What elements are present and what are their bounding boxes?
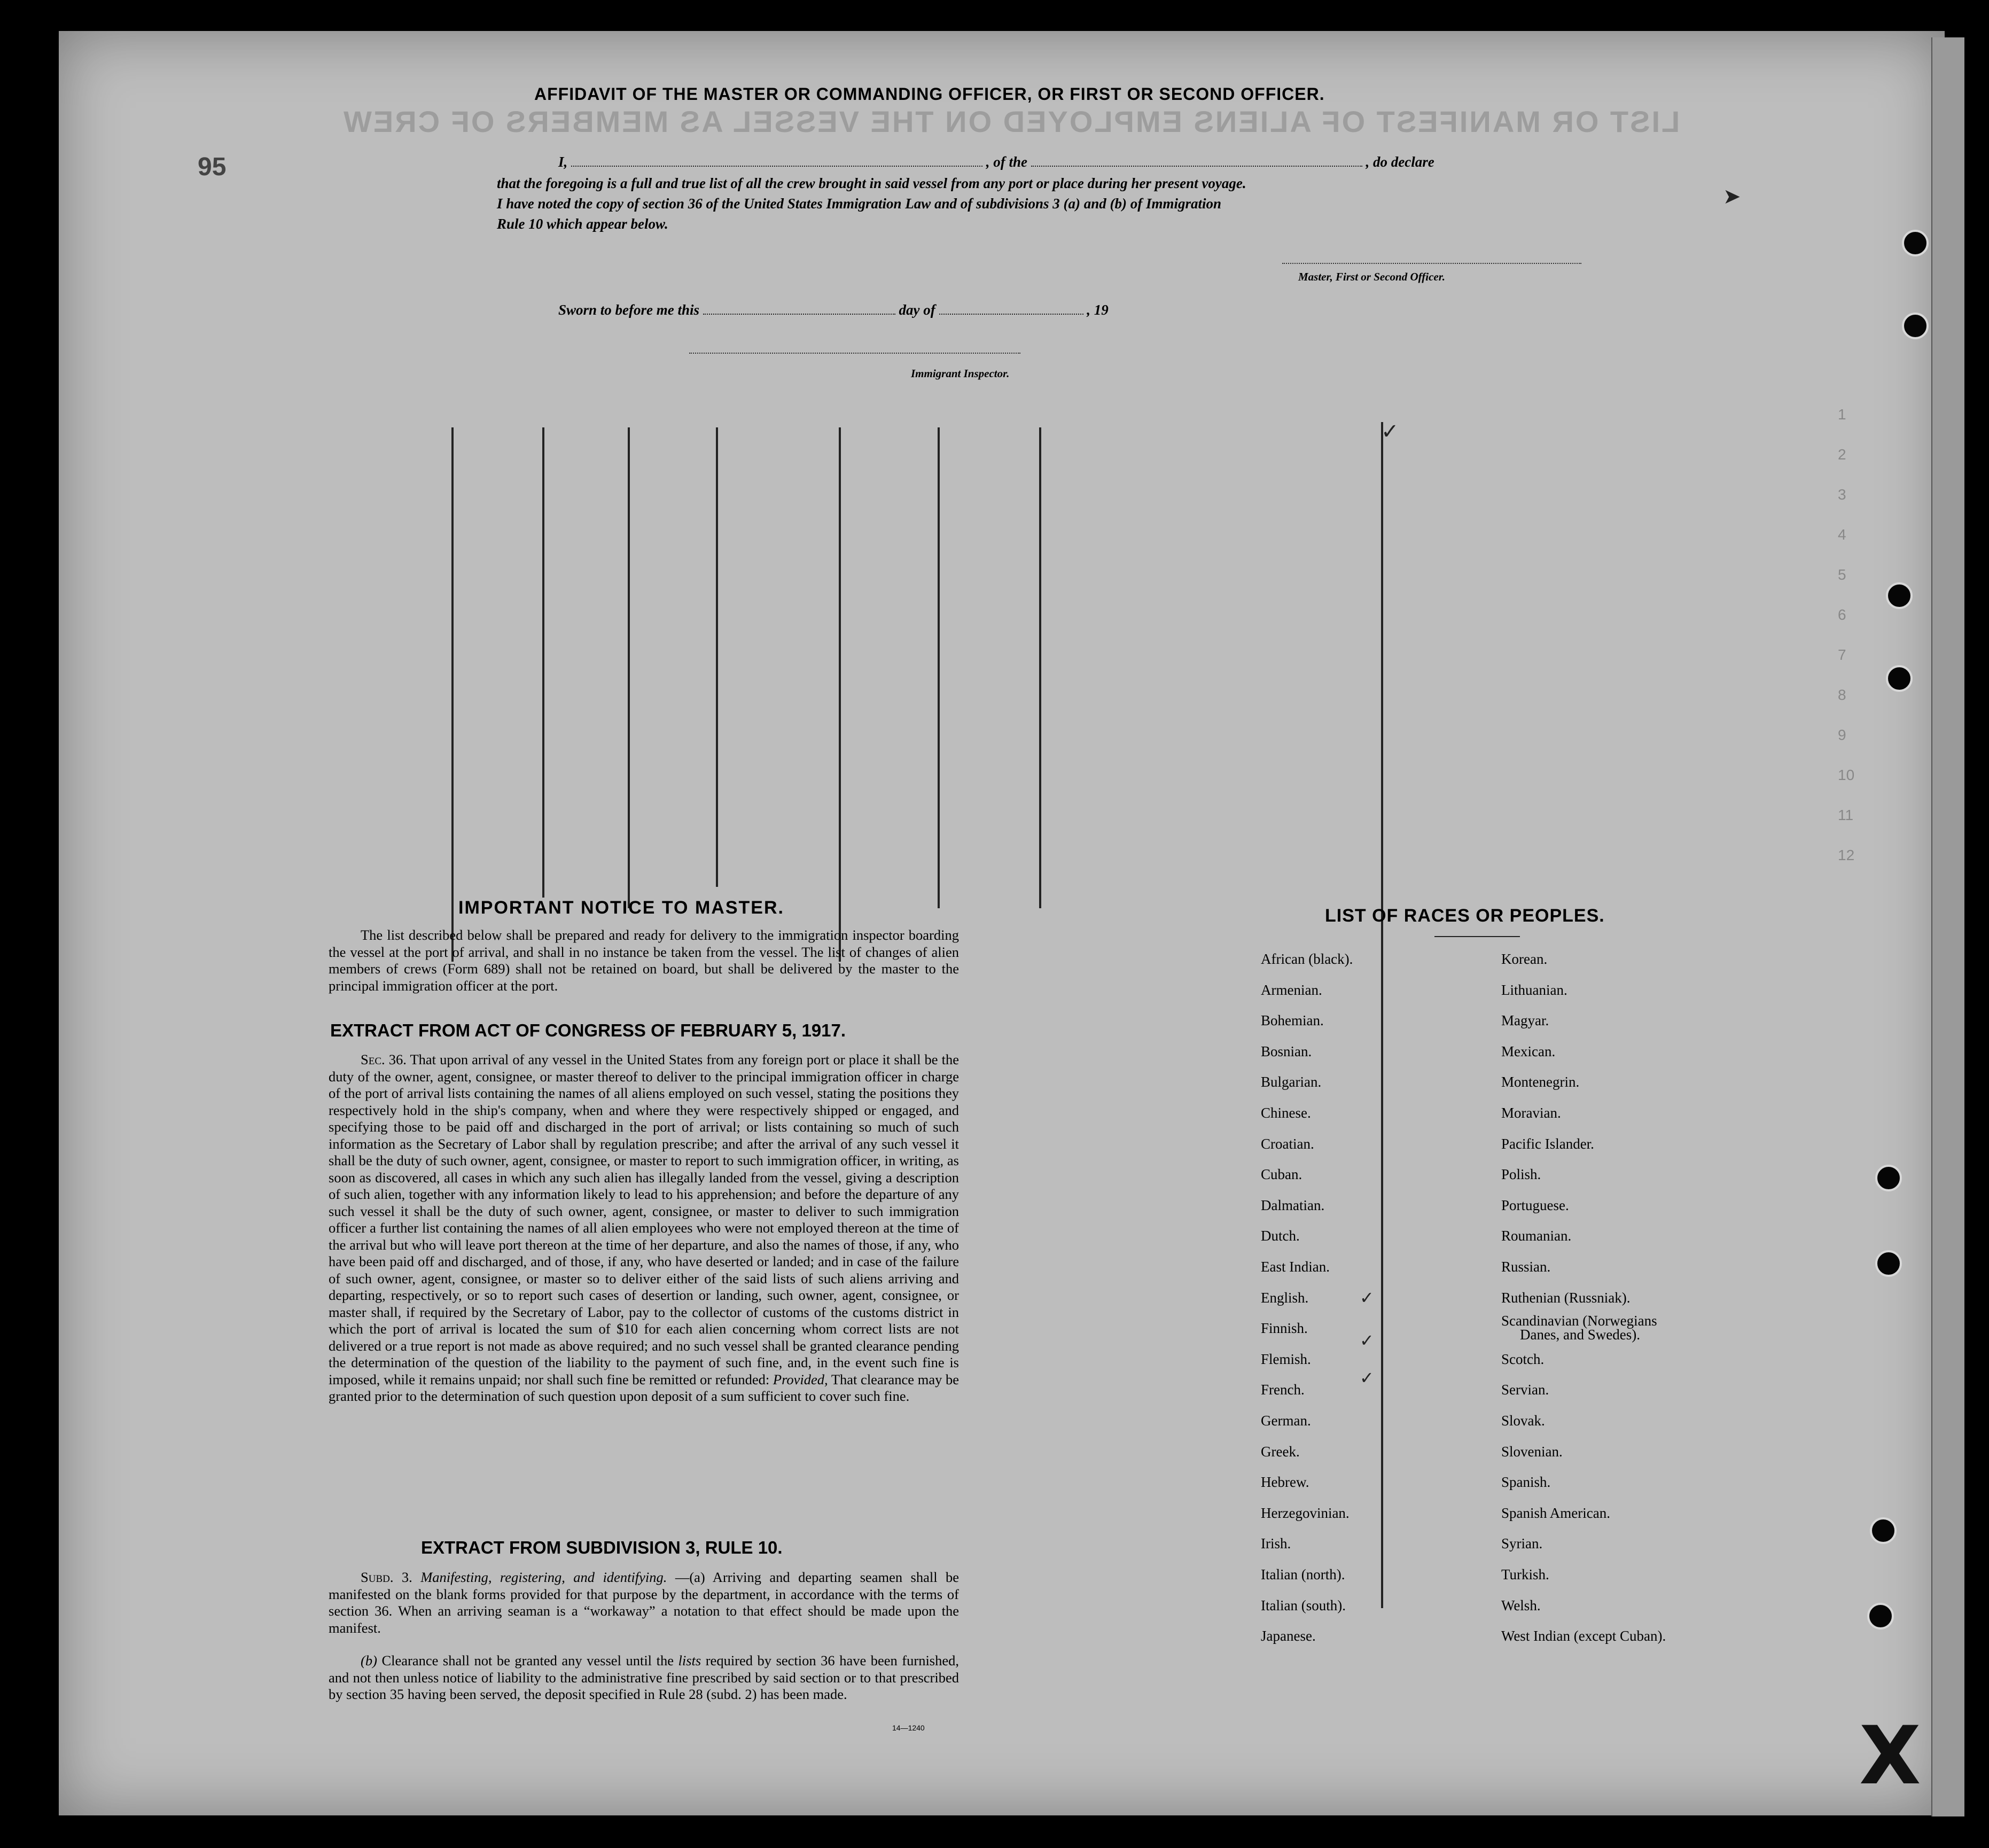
race-item: Ruthenian (Russniak). [1501, 1289, 1631, 1306]
affidavit-title: AFFIDAVIT OF THE MASTER OR COMMANDING OFFICER, OR FIRST OR SECOND OFFICER. [534, 84, 1325, 104]
punch-hole [1870, 1517, 1897, 1544]
arrow-mark: ➤ [1723, 184, 1741, 209]
affidavit-of-the: , of the [986, 154, 1028, 170]
handwritten-mark: ✓ [1360, 1288, 1374, 1308]
subd-label: Subd. 3. [361, 1569, 412, 1585]
document-page [59, 31, 1945, 1815]
punch-hole [1886, 665, 1913, 692]
punch-hole [1902, 313, 1929, 339]
race-item: Pacific Islander. [1501, 1135, 1594, 1152]
subd-b-text-1: Clearance shall not be granted any vessel until the [381, 1652, 674, 1668]
race-item: Mexican. [1501, 1043, 1556, 1059]
punch-hole [1875, 1250, 1902, 1277]
master-caption: Master, First or Second Officer. [1298, 270, 1445, 283]
section-36-text: That upon arrival of any vessel in the United States from any foreign port or place it shall be the duty of the owner, agent, consignee, or master thereof to deliver to the principal immigration officer in charge of the port of arrival lists containing the names of all aliens employed on such vessel, stating the positions they respectively hold in the ship's company, when and where they were respectively shipped or engaged, and specifying those to be paid off and discharged in the port of arrival; or lists containing so much of such information as the Secretary of Labor shall by regulation prescribe; and after the arrival of any such vessel it shall be the duty of such owner, agent, consignee, or master to report to such immigration officer, in writing, as soon as discovered, all cases in which any such alien has illegally landed from the vessel, giving a description of such alien, together with any information likely to lead to his apprehension; and before the departure of any such vessel it shall be the duty of such owner, agent, consignee, or master to deliver to such immigration officer a further list containing the names of all alien employees who were not employed thereon at the time of the arrival but who will leave port thereon at the time of her departure, and also the names of those, if any, who have been paid off and discharged, and of those, if any, who have deserted or landed; and in case of the failure of such owner, agent, consignee, or master so to deliver either of the said lists of such aliens arriving and departing, respectively, or so to report such cases of desertion or landing, such owner, agent, consignee, or master shall, if required by the Secretary of Labor, pay to the collector of customs of the customs district in which the port of arrival is located the sum of $10 for each alien concerning whom correct lists are not delivered or a true report is not made as above required; and no such vessel shall be granted clearance pending the determination of the question of the liability to the payment of such fine, and, in the event such fine is imposed, while it remains unpaid; nor shall such fine be remitted or refunded: [329, 1051, 959, 1387]
race-item: Finnish. [1261, 1320, 1308, 1337]
race-item: French. [1261, 1382, 1305, 1398]
handwritten-mark: ✓ [1360, 1368, 1374, 1388]
handwritten-check-mark: ✓ [1381, 419, 1399, 444]
affidavit-line-3: I have noted the copy of section 36 of the United States Immigration Law and of subdivisions 3 (a) and (b) of Immigration [497, 196, 1222, 212]
subd-b-label: (b) [361, 1652, 377, 1668]
race-item: Armenian. [1261, 981, 1322, 998]
race-item: Italian (north). [1261, 1566, 1345, 1582]
punch-hole [1902, 230, 1929, 256]
race-item: Bosnian. [1261, 1043, 1312, 1059]
race-item: Syrian. [1501, 1535, 1543, 1552]
subd-a-text: —(a) Arriving and departing seamen shall be manifested on the blank forms provided for that purpose by the department, in accordance with the terms of section 36. When an arriving seaman is a “workaway” a notation to that effect should be made upon the manifest. [329, 1569, 959, 1636]
race-item: Irish. [1261, 1535, 1291, 1552]
race-item: Greek. [1261, 1443, 1300, 1460]
notice-title: IMPORTANT NOTICE TO MASTER. [458, 898, 784, 918]
race-item: Moravian. [1501, 1105, 1561, 1121]
sworn-day-blank[interactable] [703, 314, 895, 315]
punch-hole [1867, 1603, 1894, 1629]
race-item: Hebrew. [1261, 1474, 1309, 1491]
sworn-text: Sworn to before me this [558, 302, 700, 318]
race-item: Polish. [1501, 1166, 1541, 1183]
race-item: Turkish. [1501, 1566, 1549, 1582]
race-item: Spanish. [1501, 1474, 1551, 1491]
affidavit-line-2: that the foregoing is a full and true list of all the crew brought in said vessel from any port or place during her present voyage. [497, 175, 1246, 191]
race-item: Scotch. [1501, 1351, 1545, 1367]
race-item: German. [1261, 1413, 1311, 1429]
subd-b-text-2: required by section 36 have been furnished, and not then unless notice of liability to the administrative fine prescribed by said section or to that prescribed by section 35 having been served, the deposit specified in Rule 28 (subd. 2) has been made. [329, 1652, 960, 1702]
rule-extract-text-a [329, 1569, 959, 1636]
handwritten-x-mark: X [1859, 1710, 1921, 1803]
provided-word: Provided, [773, 1371, 828, 1387]
affidavit-line-1 [558, 154, 1434, 170]
race-item: Bohemian. [1261, 1012, 1324, 1029]
race-item: West Indian (except Cuban). [1501, 1628, 1666, 1644]
race-item: Portuguese. [1501, 1197, 1569, 1213]
race-item: Cuban. [1261, 1166, 1302, 1183]
affidavit-do-declare: , do declare [1366, 154, 1434, 170]
sworn-line [558, 302, 1109, 318]
race-item: Chinese. [1261, 1105, 1311, 1121]
subd-heading: Manifesting, registering, and identifying. [420, 1569, 667, 1585]
race-item: Dalmatian. [1261, 1197, 1325, 1213]
race-item: English. [1261, 1289, 1309, 1306]
year-text: , 19 [1087, 302, 1109, 318]
master-signature-line[interactable] [1282, 263, 1581, 264]
race-item: Korean. [1501, 951, 1548, 967]
races-title: LIST OF RACES OR PEOPLES. [1325, 906, 1605, 926]
race-item: Flemish. [1261, 1351, 1311, 1367]
race-item: Croatian. [1261, 1135, 1314, 1152]
rule-extract-title: EXTRACT FROM SUBDIVISION 3, RULE 10. [421, 1538, 783, 1557]
race-item: Magyar. [1501, 1012, 1549, 1029]
race-item: Servian. [1501, 1382, 1549, 1398]
name-blank[interactable] [571, 166, 982, 167]
race-item: Bulgarian. [1261, 1074, 1322, 1090]
race-item: Italian (south). [1261, 1597, 1346, 1613]
subd-b-lists: lists [678, 1652, 701, 1668]
race-item: East Indian. [1261, 1259, 1330, 1275]
punch-hole [1886, 582, 1913, 609]
race-item: Dutch. [1261, 1228, 1300, 1244]
affidavit-line-4: Rule 10 which appear below. [497, 216, 668, 232]
act-extract-title: EXTRACT FROM ACT OF CONGRESS OF FEBRUARY 5, 1917. [330, 1020, 846, 1040]
notice-text: The list described below shall be prepared and ready for delivery to the immigration inspector boarding the vessel at the port of arrival, and shall in no instance be taken from the vessel. The list of changes of alien members of crews (Form 689) shall not be retained on board, but shall be delivered by the master to the principal immigration officer at the port. [329, 927, 959, 994]
day-of-text: day of [899, 302, 935, 318]
sworn-month-blank[interactable] [939, 314, 1083, 315]
race-item: Russian. [1501, 1259, 1551, 1275]
section-36-text-end: That clearance may be granted prior to the determination of such question upon deposit of a sum sufficient to cover such fine. [329, 1371, 959, 1404]
race-item: Japanese. [1261, 1628, 1316, 1644]
handwritten-mark: ✓ [1360, 1330, 1374, 1351]
race-item: Montenegrin. [1501, 1074, 1580, 1090]
rule-extract-text-b [329, 1652, 959, 1703]
race-item: Danes, and Swedes). [1520, 1327, 1640, 1343]
race-item: Spanish American. [1501, 1504, 1610, 1521]
inspector-caption: Immigrant Inspector. [911, 367, 1010, 380]
race-item: Herzegovinian. [1261, 1504, 1350, 1521]
race-item: African (black). [1261, 951, 1353, 967]
section-label: Sec. 36. [361, 1051, 407, 1067]
race-item: Roumanian. [1501, 1228, 1572, 1244]
inspector-signature-line[interactable] [689, 353, 1020, 354]
race-item: Lithuanian. [1501, 981, 1567, 998]
race-item: Scandinavian (Norwegians [1501, 1313, 1657, 1329]
bleed-through-title: LIST OR MANIFEST OF ALIENS EMPLOYED ON THE VESSEL AS MEMBERS OF CREW [342, 105, 1680, 138]
race-item: Slovak. [1501, 1413, 1545, 1429]
act-extract-text [329, 1051, 959, 1405]
vessel-blank[interactable] [1031, 166, 1362, 167]
margin-page-number: 95 [198, 153, 227, 181]
punch-hole [1875, 1165, 1902, 1191]
races-title-rule [1434, 936, 1520, 937]
underlying-sheet-edge [1931, 37, 1964, 1816]
race-item: Slovenian. [1501, 1443, 1563, 1460]
form-number: 14—1240 [892, 1724, 925, 1732]
affidavit-i: I, [558, 154, 568, 170]
race-item: Welsh. [1501, 1597, 1541, 1613]
